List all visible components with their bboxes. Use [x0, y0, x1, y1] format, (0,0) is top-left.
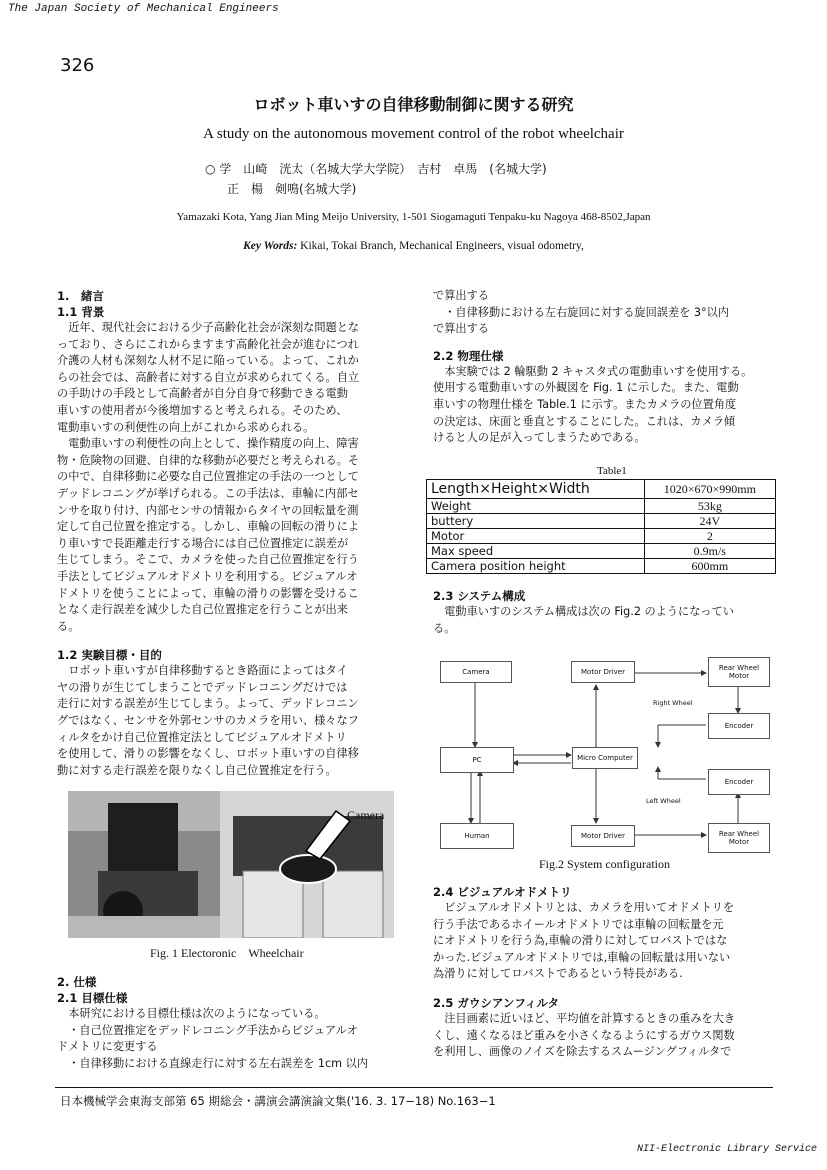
- text-line: の手助けの手段として高齢者が自分自身で移動できる電動: [57, 387, 348, 401]
- text-line: ・自己位置推定をデッドレコニング手法からビジュアルオ: [57, 1023, 358, 1037]
- figure-1-camera-label: Camera: [347, 808, 385, 822]
- section-1-2-heading: 1.2 実験目標・目的: [57, 648, 162, 663]
- text-line: を使用して、滑りの影響をなくし、ロボット車いすの自律移: [57, 747, 359, 761]
- text-line: 車いすの使用者が今後増加すると考えられる。そのため、: [57, 403, 348, 417]
- text-line: ンサを取り付け、内部センサの情報からタイヤの回転量を測: [57, 503, 359, 517]
- right-column: [433, 288, 778, 447]
- spec-value-cell: 24V: [644, 514, 775, 529]
- table-row: [427, 559, 776, 574]
- text-line: 物・危険物の回避、自律的な移動が必要だと考えられる。そ: [57, 453, 360, 467]
- section-2-1-heading: 2.1 目標仕様: [57, 991, 128, 1005]
- section-2-5-heading: 2.5 ガウシアンフィルタ: [433, 995, 560, 1010]
- spec-value-cell: 600mm: [644, 559, 775, 574]
- text-line: ビジュアルオドメトリとは、カメラを用いてオドメトリを: [433, 901, 735, 914]
- text-line: 介護の人材も深刻な人材不足に陥っている。よって、これか: [57, 354, 359, 368]
- text-line: ィルタをかけ自己位置推定法としてビジュアルオドメトリ: [57, 730, 347, 744]
- society-header: The Japan Society of Mechanical Engineers: [8, 3, 279, 15]
- diagram-encoder-bottom-box: Encoder: [708, 769, 770, 795]
- diagram-left-wheel-label: Left Wheel: [646, 797, 681, 805]
- spec-name-cell: Weight: [427, 499, 645, 514]
- text-line: ドメトリを使うことによって、車輪の滑りの影響を受けるこ: [57, 586, 359, 600]
- text-line: る。: [57, 619, 80, 633]
- paragraph-objective: [57, 663, 397, 779]
- table-row: [427, 544, 776, 559]
- authors-line-1: ○ 学 山崎 洸太（名城大学大学院） 吉村 卓馬 (名城大学): [205, 162, 547, 176]
- paragraph-target-spec: [57, 1006, 397, 1072]
- text-line: けると人の足が入ってしまうためである。: [433, 431, 646, 445]
- text-line: 注目画素に近いほど、平均値を計算するときの重みを大き: [433, 1011, 736, 1025]
- figure-2-caption: Fig.2 System configuration: [539, 857, 670, 871]
- paragraph-gaussian-filter: [433, 1011, 778, 1061]
- table-title: Table1: [597, 465, 627, 477]
- text-line: 行う手法であるホイールオドメトリでは車輪の回転量を元: [433, 917, 724, 931]
- diagram-rear-wheel-motor-top-box: Rear Wheel Motor: [708, 657, 770, 687]
- table-row: [427, 529, 776, 544]
- text-line: 本実験では 2 輪駆動 2 キャスタ式の電動車いすを使用する。: [433, 364, 753, 378]
- text-line: で算出する: [433, 289, 489, 302]
- spec-name-cell: Motor: [427, 529, 645, 544]
- diagram-micro-computer-box: Micro Computer: [572, 747, 638, 769]
- right-column-bottom: [433, 884, 778, 1061]
- system-configuration-diagram: [438, 647, 774, 855]
- left-column-bottom: [57, 974, 397, 1072]
- section-2-3-heading: 2.3 システム構成: [433, 589, 526, 603]
- page-number: 326: [60, 55, 95, 76]
- paper-title-ja: ロボット車いすの自律移動制御に関する研究: [253, 95, 574, 114]
- spec-name-cell: Length×Height×Width: [427, 480, 645, 499]
- text-line: っており、さらにこれからますます高齢化社会が進むにつれ: [57, 337, 359, 351]
- diagram-motor-driver-top-box: Motor Driver: [571, 661, 635, 683]
- left-column: [57, 288, 397, 779]
- text-line: らの社会では、高齢者に対する自立が求められてくる。自立: [57, 370, 360, 384]
- text-line: にオドメトリを行う為,車輪の滑りに対してロバストではな: [433, 934, 728, 948]
- text-line: ヤの滑りが生じてしまうことでデッドレコニングだけでは: [57, 680, 348, 694]
- section-2-2-heading: 2.2 物理仕様: [433, 348, 504, 363]
- diagram-camera-box: Camera: [440, 661, 512, 683]
- text-line: 動に対する走行誤差を限りなくし自己位置推定を行う。: [57, 763, 337, 777]
- paragraph-visual-odometry: [433, 900, 778, 983]
- footer-rule: [55, 1087, 773, 1088]
- text-line: 生じてしまう。そこで、カメラを使った自己位置推定を行う: [57, 553, 359, 567]
- diagram-pc-box: PC: [440, 747, 514, 773]
- affiliation: Yamazaki Kota, Yang Jian Ming Meijo University, 1-501 Siogamaguti Tenpaku-ku Nagoya 468-8502,Japan: [176, 211, 651, 223]
- paragraph-background-1: [57, 320, 397, 436]
- section-1-heading: 1. 緒言: [57, 289, 104, 303]
- authors-line-2: 正 楊 剣鳴(名城大学): [227, 182, 357, 196]
- proceedings-footer: 日本機械学会東海支部第 65 期総会・講演会講演論文集('16. 3. 17−18) No.163−1: [60, 1094, 496, 1108]
- keywords-text: Kikai, Tokai Branch, Mechanical Engineers, visual odometry,: [300, 240, 584, 252]
- spec-name-cell: Max speed: [427, 544, 645, 559]
- text-line: 電動車いすの利便性の向上として、操作精度の向上、障害: [57, 437, 359, 451]
- diagram-right-wheel-label: Right Wheel: [653, 699, 693, 707]
- text-line: 車いすの物理仕様を Table.1 に示す。またカメラの位置角度: [433, 397, 737, 411]
- text-line: 電動車いすの利便性の向上がこれから求められる。: [57, 420, 315, 434]
- wheelchair-photo-image: [68, 791, 394, 938]
- diagram-encoder-top-box: Encoder: [708, 713, 770, 739]
- paragraph-target-spec-cont: [433, 288, 778, 338]
- text-line: 使用する電動車いすの外観図を Fig. 1 に示した。また、電動: [433, 381, 739, 395]
- spec-value-cell: 2: [644, 529, 775, 544]
- text-line: る。: [433, 621, 456, 635]
- text-line: 手法としてビジュアルオドメトリを利用する。ビジュアルオ: [57, 569, 358, 583]
- keywords-label: Key Words:: [243, 240, 298, 252]
- right-column-mid: [433, 588, 778, 637]
- service-footer: NII-Electronic Library Service: [636, 1144, 817, 1155]
- spec-value-cell: 0.9m/s: [644, 544, 775, 559]
- text-line: ・自律移動における左右旋回に対する旋回誤差を 3°以内: [433, 305, 729, 319]
- diagram-human-box: Human: [440, 823, 514, 849]
- table-row: [427, 514, 776, 529]
- section-1-1-heading: 1.1 背景: [57, 305, 105, 319]
- diagram-rear-wheel-motor-bottom-box: Rear Wheel Motor: [708, 823, 770, 853]
- text-line: 近年、現代社会における少子高齢化社会が深刻な問題とな: [57, 321, 360, 334]
- paper-title-en: A study on the autonomous movement control of the robot wheelchair: [203, 126, 624, 142]
- figure-1-photo: [68, 791, 394, 938]
- table-row: [427, 499, 776, 514]
- spec-name-cell: buttery: [427, 514, 645, 529]
- section-2-4-heading: 2.4 ビジュアルオドメトリ: [433, 885, 572, 899]
- text-line: ・自律移動における直線走行に対する左右誤差を 1cm 以内: [57, 1056, 368, 1070]
- physical-spec-table: [426, 479, 776, 574]
- section-2-heading: 2. 仕様: [57, 975, 97, 989]
- text-line: となく走行誤差を減少した自己位置推定を行うことが出来: [57, 603, 348, 617]
- spec-name-cell: Camera position height: [427, 559, 645, 574]
- keywords: [0, 240, 827, 252]
- text-line: ロボット車いすが自律移動するとき路面によってはタイ: [57, 664, 348, 678]
- text-line: の中で、自律移動に必要な自己位置推定の手法の一つとして: [57, 470, 359, 484]
- text-line: グではなく、センサを外郭センサのカメラを用い、様々なフ: [57, 714, 359, 728]
- text-line: 定して自己位置を推定する。しかし、車輪の回転の滑りによ: [57, 520, 360, 534]
- text-line: で算出する: [433, 322, 489, 336]
- spec-value-cell: 1020×670×990mm: [644, 480, 775, 499]
- spec-value-cell: 53kg: [644, 499, 775, 514]
- text-line: 本研究における目標仕様は次のようになっている。: [57, 1007, 326, 1020]
- paragraph-physical-spec: [433, 364, 778, 447]
- text-line: ドメトリに変更する: [57, 1040, 158, 1054]
- text-line: の決定は、床面と垂直とすることにした。これは、カメラ傾: [433, 414, 736, 428]
- text-line: くし、遠くなるほど重みを小さくなるようにするガウス関数: [433, 1028, 735, 1042]
- text-line: 電動車いすのシステム構成は次の Fig.2 のようになってい: [433, 605, 734, 618]
- text-line: 為滑りに対してロバストであるという特長がある.: [433, 967, 683, 981]
- figure-1-caption: Fig. 1 Electoronic Wheelchair: [150, 946, 304, 960]
- paragraph-system-config: [433, 604, 778, 637]
- text-line: り車いすで長距離走行する場合には自己位置推定に誤差が: [57, 536, 349, 550]
- table-row: [427, 480, 776, 499]
- paragraph-background-2: [57, 436, 397, 635]
- text-line: デッドレコニングが挙げられる。この手法は、車輪に内部セ: [57, 486, 359, 500]
- diagram-motor-driver-bottom-box: Motor Driver: [571, 825, 635, 847]
- text-line: を利用し、画像のノイズを除去するスムージングフィルタで: [433, 1045, 732, 1059]
- text-line: かった.ビジュアルオドメトリでは,車輪の回転量は用いない: [433, 950, 731, 964]
- text-line: 走行に対する誤差が生じてしまう。よって、デッドレコニン: [57, 697, 359, 711]
